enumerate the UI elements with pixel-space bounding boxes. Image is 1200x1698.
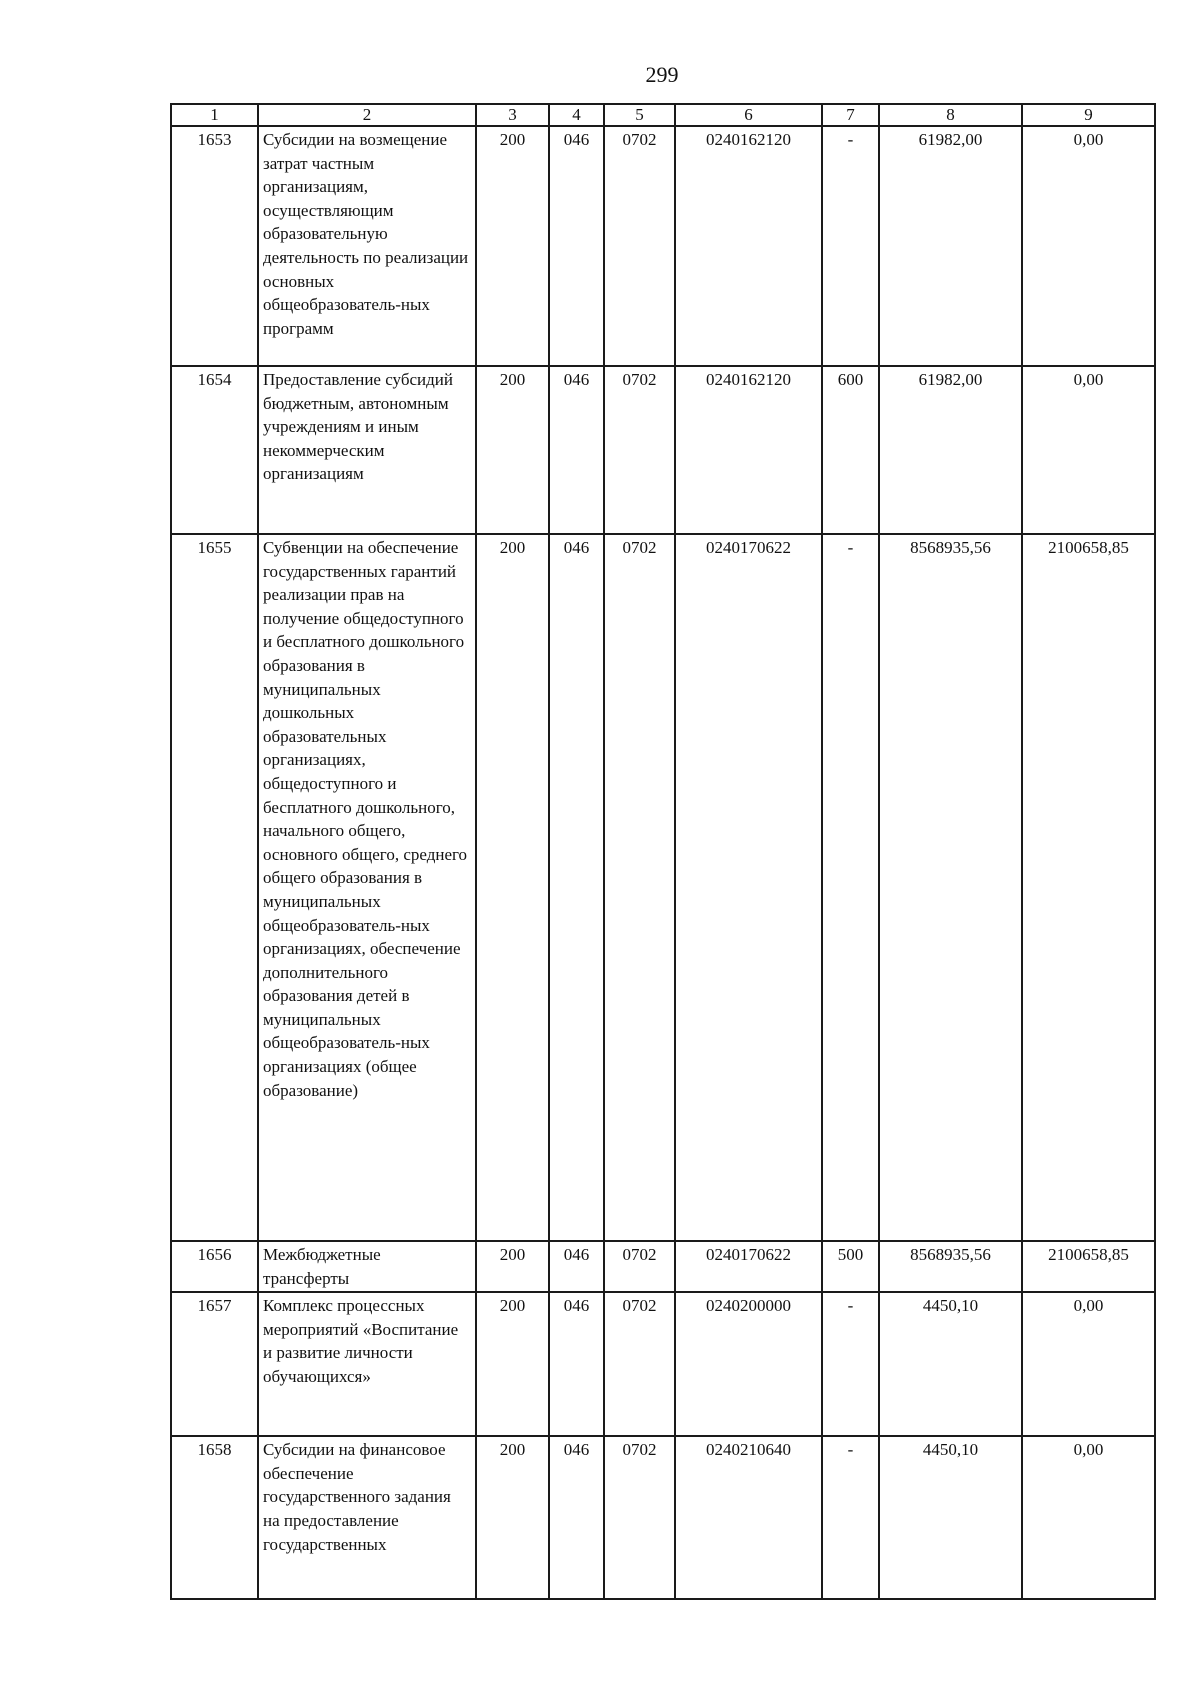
cell-col3: 200 (476, 534, 549, 1241)
column-header: 6 (675, 104, 822, 126)
row-number: 1654 (171, 366, 258, 534)
cell-col9: 2100658,85 (1022, 1241, 1155, 1292)
cell-col5: 0702 (604, 126, 675, 366)
cell-col8: 8568935,56 (879, 1241, 1022, 1292)
column-header: 8 (879, 104, 1022, 126)
cell-col6: 0240210640 (675, 1436, 822, 1599)
cell-col3: 200 (476, 1241, 549, 1292)
cell-col7: - (822, 534, 879, 1241)
column-header: 9 (1022, 104, 1155, 126)
cell-col8: 61982,00 (879, 366, 1022, 534)
cell-col3: 200 (476, 1436, 549, 1599)
cell-col9: 2100658,85 (1022, 534, 1155, 1241)
row-number: 1658 (171, 1436, 258, 1599)
column-header: 2 (258, 104, 476, 126)
cell-col4: 046 (549, 366, 604, 534)
cell-col9: 0,00 (1022, 1292, 1155, 1436)
column-header: 5 (604, 104, 675, 126)
column-header: 3 (476, 104, 549, 126)
cell-col9: 0,00 (1022, 1436, 1155, 1599)
cell-col7: - (822, 126, 879, 366)
cell-col9: 0,00 (1022, 366, 1155, 534)
cell-col5: 0702 (604, 1436, 675, 1599)
cell-col7: - (822, 1436, 879, 1599)
row-name: Субсидии на финансовое обеспечение государственного задания на предоставление государственных (258, 1436, 476, 1599)
page-number: 299 (645, 62, 679, 87)
cell-col5: 0702 (604, 1241, 675, 1292)
cell-col4: 046 (549, 1241, 604, 1292)
row-number: 1655 (171, 534, 258, 1241)
cell-col8: 61982,00 (879, 126, 1022, 366)
cell-col5: 0702 (604, 534, 675, 1241)
row-name: Комплекс процессных мероприятий «Воспитание и развитие личности обучающихся» (258, 1292, 476, 1436)
cell-col3: 200 (476, 1292, 549, 1436)
row-name: Межбюджетные трансферты (258, 1241, 476, 1292)
table-row (171, 126, 1155, 366)
cell-col6: 0240200000 (675, 1292, 822, 1436)
table-row (171, 534, 1155, 1241)
row-name: Субвенции на обеспечение государственных гарантий реализации прав на получение общедоступного и бесплатного дошкольного образования в муниципальных дошкольных образовательных организациях, общедоступного и бесплатного дошкольного, начального общего, основного общего, среднего общего образования в муниципальных общеобразователь-ных организациях, обеспечение дополнительного образования детей в муниципальных общеобразователь-ных организациях (общее образование) (258, 534, 476, 1241)
cell-col5: 0702 (604, 366, 675, 534)
table-header-row (171, 104, 1155, 126)
row-number: 1656 (171, 1241, 258, 1292)
row-number: 1657 (171, 1292, 258, 1436)
cell-col4: 046 (549, 126, 604, 366)
cell-col8: 4450,10 (879, 1436, 1022, 1599)
column-header: 1 (171, 104, 258, 126)
cell-col4: 046 (549, 1436, 604, 1599)
cell-col6: 0240170622 (675, 534, 822, 1241)
cell-col7: 600 (822, 366, 879, 534)
cell-col7: - (822, 1292, 879, 1436)
budget-table (170, 103, 1156, 1600)
row-name: Предоставление субсидий бюджетным, автономным учреждениям и иным некоммерческим организациям (258, 366, 476, 534)
cell-col6: 0240162120 (675, 126, 822, 366)
cell-col3: 200 (476, 126, 549, 366)
cell-col9: 0,00 (1022, 126, 1155, 366)
row-name: Субсидии на возмещение затрат частным организациям, осуществляющим образовательную деятельность по реализации основных общеобразователь-ных программ (258, 126, 476, 366)
row-number: 1653 (171, 126, 258, 366)
cell-col6: 0240162120 (675, 366, 822, 534)
cell-col5: 0702 (604, 1292, 675, 1436)
column-header: 4 (549, 104, 604, 126)
table-row (171, 366, 1155, 534)
cell-col7: 500 (822, 1241, 879, 1292)
cell-col8: 4450,10 (879, 1292, 1022, 1436)
cell-col3: 200 (476, 366, 549, 534)
cell-col4: 046 (549, 1292, 604, 1436)
column-header: 7 (822, 104, 879, 126)
table-row (171, 1292, 1155, 1436)
cell-col6: 0240170622 (675, 1241, 822, 1292)
table-row (171, 1241, 1155, 1292)
cell-col4: 046 (549, 534, 604, 1241)
cell-col8: 8568935,56 (879, 534, 1022, 1241)
table-row (171, 1436, 1155, 1599)
